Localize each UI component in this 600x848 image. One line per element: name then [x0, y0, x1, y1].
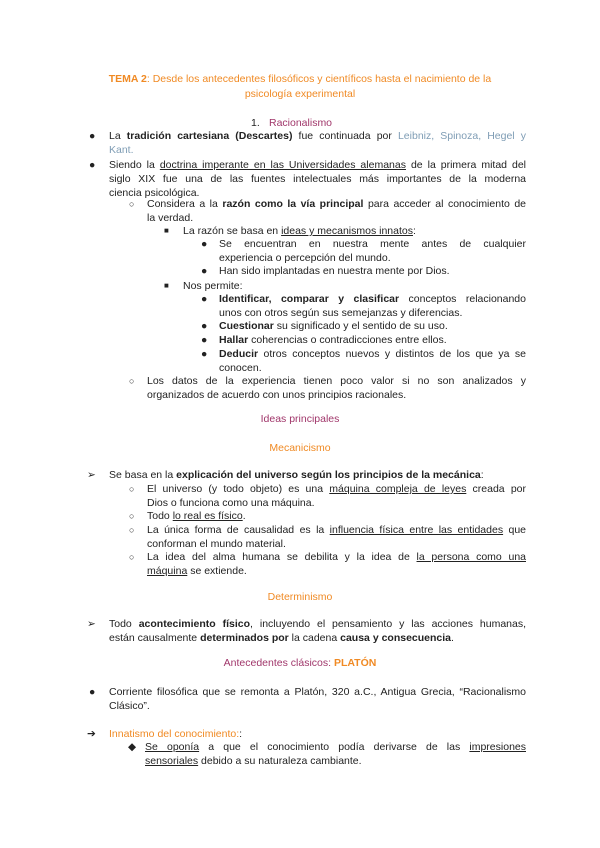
dot-identificar-l2: unos con otros según sus semejanzas y diferencias. — [219, 307, 463, 319]
title-prefix: TEMA 2 — [108, 73, 147, 85]
arrowhead-icon: ➢ — [87, 469, 96, 481]
dot-encuentran-l1: Se encuentran en nuestra mente antes de cualquier — [219, 238, 526, 250]
circle-datos-l1: Los datos de la experiencia tienen poco valor si no son analizados y — [147, 375, 526, 387]
bullet-dot-icon: ● — [89, 686, 96, 698]
bullet-circle-icon: ○ — [129, 376, 135, 386]
bullet-dot-icon: ● — [201, 320, 208, 332]
document-title-line2: psicología experimental — [244, 88, 356, 100]
bullet-circle-icon: ○ — [129, 511, 135, 521]
dot-hallar: Hallar coherencias o contradicciones entre ellos. — [219, 334, 447, 346]
heading-determinismo: Determinismo — [267, 591, 333, 603]
bullet-corriente-l1: Corriente filosófica que se remonta a Platón, 320 a.C., Antigua Grecia, “Racionalismo — [109, 686, 526, 698]
bullet-dot-icon: ● — [89, 130, 96, 142]
dot-encuentran-l2: experiencia o percepción del mundo. — [219, 252, 391, 264]
document-title-line1 — [60, 72, 540, 86]
arrow-innatismo: Innatismo del conocimiento:: — [109, 728, 243, 740]
bullet-descartes: La tradición cartesiana (Descartes) fue continuada por Leibniz, Spinoza, Hegel y — [109, 130, 526, 142]
bullet-dot-icon: ● — [201, 334, 208, 346]
circle-datos-l2: organizados de acuerdo con unos principios racionales. — [147, 389, 407, 401]
heading-mecanicismo: Mecanicismo — [269, 442, 331, 454]
section-heading-racionalismo: Racionalismo — [269, 117, 333, 129]
circle-universo-l2: Dios o funciona como una máquina. — [147, 497, 315, 509]
dot-implantadas: Han sido implantadas en nuestra mente por Dios. — [219, 265, 450, 277]
heading-antecedentes-clasicos: Antecedentes clásicos: PLATÓN — [223, 657, 377, 669]
dot-deducir-l1: Deducir otros conceptos nuevos y distintos de los que ya se — [219, 348, 526, 360]
bullet-circle-icon: ○ — [129, 199, 135, 209]
bullet-dot-icon: ● — [201, 265, 208, 277]
circle-universo-l1: El universo (y todo objeto) es una máquina compleja de leyes creada por — [147, 483, 526, 495]
square-nos-permite: Nos permite: — [183, 280, 243, 292]
bullet-doctrina-l3: ciencia psicológica. — [109, 187, 200, 199]
arrow-right-icon: ➔ — [87, 728, 96, 740]
bullet-dot-icon: ● — [201, 293, 208, 305]
bullet-dot-icon: ● — [201, 238, 208, 250]
circle-razon-l1: Considera a la razón como la vía principal para acceder al conocimiento de — [147, 198, 526, 210]
circle-causalidad-l2: conforman el mundo material. — [147, 538, 286, 550]
circle-razon-l2: la verdad. — [147, 212, 194, 224]
diamond-oponia-l2: sensoriales debido a su naturaleza cambiante. — [145, 755, 362, 767]
bullet-doctrina-l2: siglo XIX fue una de las fuentes intelectuales más importantes de la moderna — [109, 173, 526, 185]
bullet-descartes-names-2: Kant. — [109, 144, 134, 156]
bullet-corriente-l2: Clásico”. — [109, 700, 150, 712]
circle-alma-l2: máquina se extiende. — [147, 565, 247, 577]
bullet-dot-icon: ● — [89, 159, 96, 171]
title-text: : Desde los antecedentes filosóficos y científicos hasta el nacimiento de la — [146, 73, 492, 85]
dot-identificar-l1: Identificar, comparar y clasificar conceptos relacionando — [219, 293, 526, 305]
heading-ideas-principales: Ideas principales — [260, 413, 340, 425]
bullet-square-icon: ■ — [164, 281, 169, 290]
dot-cuestionar: Cuestionar su significado y el sentido de su uso. — [219, 320, 448, 332]
diamond-oponia-l1: Se oponía a que el conocimiento podía derivarse de las impresiones — [145, 741, 526, 753]
square-ideas-innatos: La razón se basa en ideas y mecanismos innatos: — [183, 225, 416, 237]
arrow-acontecimiento-l2: están causalmente determinados por la cadena causa y consecuencia. — [109, 632, 454, 644]
arrow-acontecimiento-l1: Todo acontecimiento físico, incluyendo el pensamiento y las acciones humanas, — [109, 618, 527, 630]
circle-alma-l1: La idea del alma humana se debilita y la idea de la persona como una — [147, 551, 526, 563]
bullet-dot-icon: ● — [201, 348, 208, 360]
bullet-square-icon: ■ — [164, 226, 169, 235]
section-number: 1. — [251, 117, 260, 129]
arrow-explicacion: Se basa en la explicación del universo según los principios de la mecánica: — [109, 469, 484, 481]
bullet-circle-icon: ○ — [129, 552, 135, 562]
circle-todo-real: Todo lo real es físico. — [147, 510, 246, 522]
bullet-circle-icon: ○ — [129, 484, 135, 494]
arrowhead-icon: ➢ — [87, 618, 96, 630]
bullet-circle-icon: ○ — [129, 525, 135, 535]
dot-deducir-l2: conocen. — [219, 362, 262, 374]
circle-causalidad-l1: La única forma de causalidad es la influencia física entre las entidades que — [147, 524, 527, 536]
bullet-diamond-icon: ◆ — [128, 741, 137, 753]
bullet-doctrina-l1: Siendo la doctrina imperante en las Universidades alemanas de la primera mitad del — [109, 159, 527, 171]
